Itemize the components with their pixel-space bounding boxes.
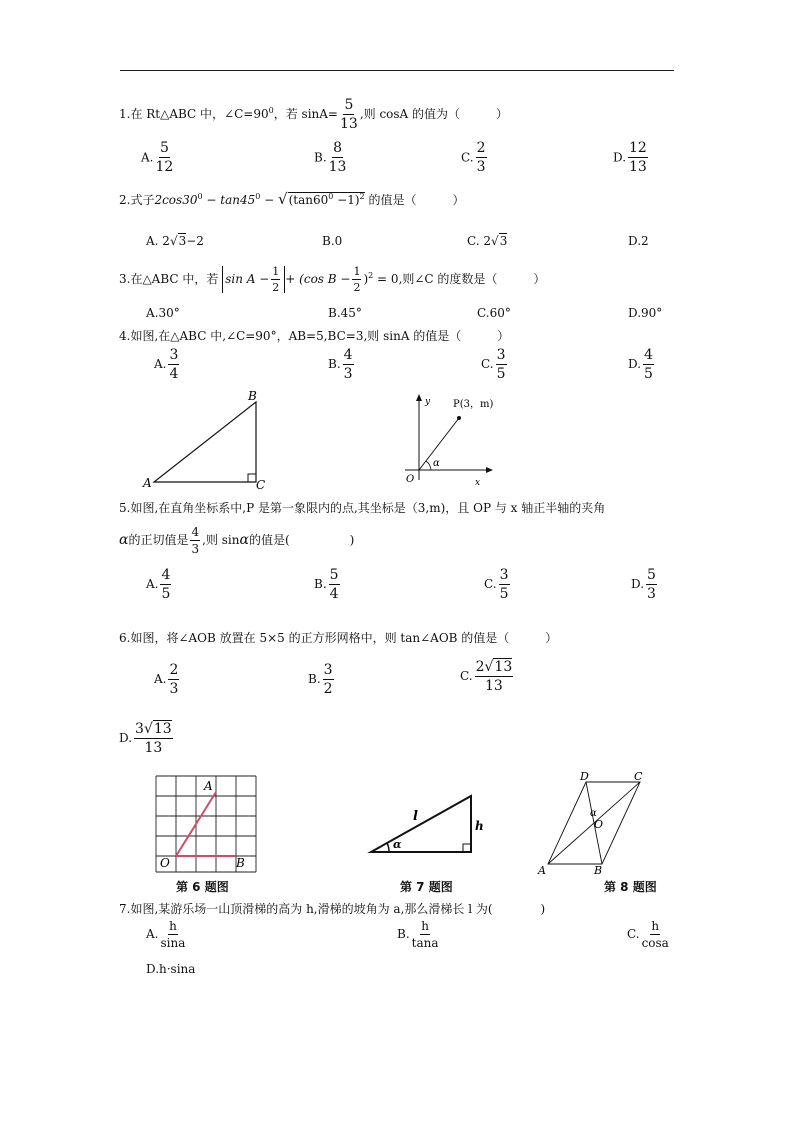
header-rule — [120, 70, 674, 71]
x-axis-arrow — [486, 467, 493, 473]
absolute-value: sin A − $\frac{1}{2}$ — [222, 266, 285, 293]
q2-option-d[interactable]: D.2 — [628, 234, 649, 248]
label-l: l — [413, 809, 418, 824]
q3-option-b[interactable]: B.45° — [328, 306, 362, 320]
q7-option-a[interactable]: A. $\frac{h}{\sin a}$ — [146, 919, 186, 950]
label-a: A — [538, 864, 546, 877]
label-c: C — [256, 478, 266, 490]
right-angle-mark — [463, 844, 471, 852]
q4-option-b[interactable]: B. $\frac{4}{3}$ — [328, 347, 353, 382]
label-a: A — [204, 779, 213, 793]
question-5-line-2: α的正切值是 $\frac{4}{3}$ ,则 sinα的值是( ) — [119, 525, 355, 556]
q5-option-c[interactable]: C. $\frac{3}{5}$ — [484, 567, 509, 602]
label-y: y — [425, 397, 431, 407]
q6-option-c[interactable]: C. $\frac{2√13}{13}$ — [460, 659, 513, 694]
label-o: O — [160, 856, 170, 870]
q7-option-c[interactable]: C. $\frac{h}{\cos a}$ — [627, 919, 669, 950]
q2-option-c[interactable]: C. 2√3 — [467, 234, 508, 248]
figure-triangle-abc — [140, 390, 280, 490]
label-alpha: α — [590, 808, 597, 819]
q6-option-a[interactable]: A. $\frac{2}{3}$ — [154, 662, 179, 697]
q4-option-a[interactable]: A. $\frac{3}{4}$ — [154, 347, 179, 382]
question-4: 4.如图,在△ABC 中,∠C=90°，AB=5,BC=3,则 sinA 的值是（ ） — [119, 329, 510, 343]
q1-option-a[interactable]: A. $\frac{5}{12}$ — [141, 140, 174, 175]
label-x: x — [475, 478, 481, 488]
slide-triangle — [371, 796, 471, 852]
label-o: O — [594, 818, 604, 831]
q7-option-d[interactable]: D.h·sina — [146, 962, 196, 976]
question-5-line-1: 5.如图,在直角坐标系中,P 是第一象限内的点,其坐标是（3,m)，且 OP 与 x 轴正半轴的夹角 — [119, 501, 606, 515]
q3-option-c[interactable]: C.60° — [477, 306, 511, 320]
label-d: D — [580, 770, 589, 783]
q7-option-b[interactable]: B. $\frac{h}{\tan a}$ — [397, 919, 439, 950]
label-alpha: α — [393, 838, 402, 851]
label-alpha: α — [433, 458, 440, 469]
q6-option-b[interactable]: B. $\frac{3}{2}$ — [308, 662, 333, 697]
angle-arc — [387, 843, 389, 852]
label-b: B — [236, 856, 245, 870]
q6-option-d[interactable]: D. $\frac{3√13}{13}$ — [119, 721, 172, 756]
q1-option-c[interactable]: C. $\frac{2}{3}$ — [461, 140, 486, 175]
question-3: 3.在△ABC 中，若 sin A − $\frac{1}{2}$ + (cos B − $\frac{1}{2}$ )$^2$ = 0,则∠C 的度数是（ ） — [119, 265, 546, 294]
label-b: B — [594, 864, 603, 877]
q3-option-a[interactable]: A.30° — [146, 306, 180, 320]
label-c: C — [634, 770, 643, 783]
figure-7-slide — [365, 790, 495, 860]
right-angle-mark — [248, 474, 256, 482]
label-p: P(3，m) — [453, 399, 494, 410]
figure-8-caption: 第 8 题图 — [604, 880, 657, 894]
figure-6-caption: 第 6 题图 — [176, 880, 229, 894]
q4-option-d[interactable]: D. $\frac{4}{5}$ — [628, 347, 653, 382]
label-o: O — [406, 474, 415, 485]
triangle-shape — [154, 402, 256, 482]
point-p — [457, 416, 461, 420]
q1-option-b[interactable]: B. $\frac{8}{13}$ — [314, 140, 347, 175]
q1-fraction: $\frac{5}{13}$ — [339, 97, 358, 132]
y-axis-arrow — [416, 394, 422, 401]
q5-option-b[interactable]: B. $\frac{5}{4}$ — [314, 567, 339, 602]
q1-option-d[interactable]: D. $\frac{12}{13}$ — [613, 140, 647, 175]
figure-coordinate-axes — [395, 392, 505, 492]
question-1: 1.在 Rt△ABC 中，$\angle C=90^0$，若 sinA= $\frac{5}{13}$ ,则 cosA 的值为（ ） — [119, 97, 509, 132]
label-b: B — [248, 390, 257, 403]
angle-arc — [426, 461, 431, 470]
question-6: 6.如图，将∠AOB 放置在 5×5 的正方形网格中，则 tan∠AOB 的值是（ ） — [119, 631, 558, 645]
figure-6-grid — [150, 770, 260, 874]
q5-option-a[interactable]: A. $\frac{4}{5}$ — [146, 567, 171, 602]
label-h: h — [475, 819, 484, 833]
q2-option-a[interactable]: A. 2√3−2 — [146, 234, 204, 248]
question-7: 7.如图,某游乐场一山顶滑梯的高为 h,滑梯的坡角为 a,那么滑梯长 l 为( ) — [119, 902, 546, 916]
q3-option-d[interactable]: D.90° — [628, 306, 663, 320]
figure-7-caption: 第 7 题图 — [400, 880, 453, 894]
q4-option-c[interactable]: C. $\frac{3}{5}$ — [481, 347, 506, 382]
q2-option-b[interactable]: B.0 — [322, 234, 343, 248]
question-2: 2.式子$2\cos 30^0 - \tan 45^0 - √(\tan 60^0 -1)^2$ 的值是（ ） — [119, 190, 465, 208]
q5-option-d[interactable]: D. $\frac{5}{3}$ — [631, 567, 656, 602]
figure-8-parallelogram — [532, 770, 652, 880]
label-a: A — [143, 476, 152, 490]
